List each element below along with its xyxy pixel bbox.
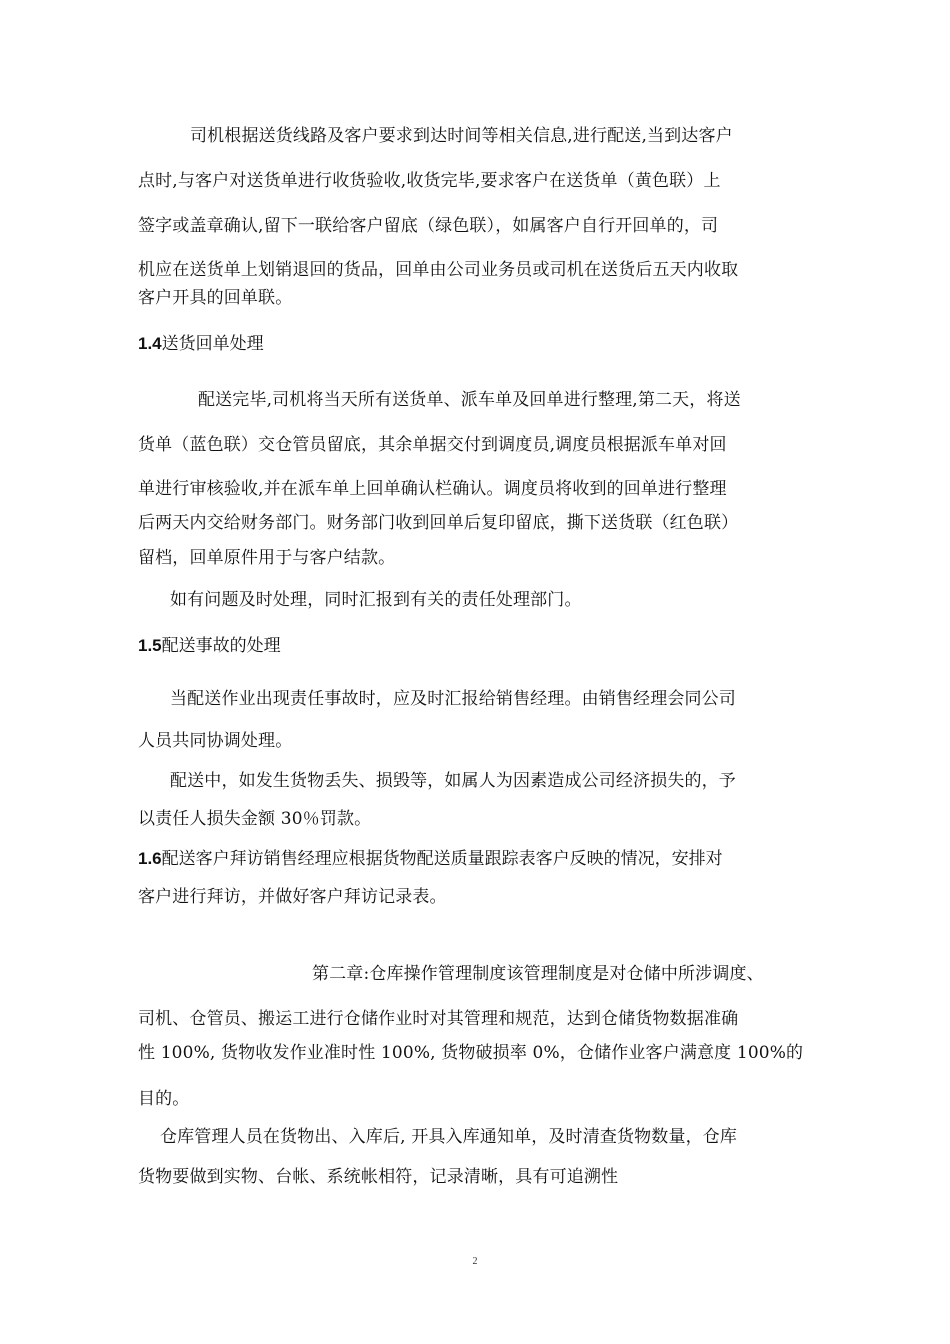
section-title: 送货回单处理: [161, 334, 264, 354]
paragraph-line: 后两天内交给财务部门。财务部门收到回单后复印留底，撕下送货联（红色联）: [138, 513, 739, 533]
section-heading-1-6: [138, 848, 723, 870]
paragraph-line: 签字或盖章确认,留下一联给客户留底（绿色联），如属客户自行开回单的，司: [138, 216, 719, 236]
paragraph-line: 性 100%, 货物收发作业准时性 100%, 货物破损率 0%，仓储作业客户满意度 100%的: [138, 1043, 804, 1063]
paragraph-line: 仓库管理人员在货物出、入库后, 开具入库通知单，及时清查货物数量，仓库: [160, 1127, 738, 1147]
section-heading-1-5: [138, 635, 281, 657]
paragraph-line: 如有问题及时处理，同时汇报到有关的责任处理部门。: [170, 590, 582, 610]
page-number: 2: [472, 1256, 478, 1267]
chapter-title-line: 第二章:仓库操作管理制度该管理制度是对仓储中所涉调度、: [312, 964, 764, 984]
paragraph-line: 人员共同协调处理。: [138, 731, 293, 751]
paragraph-line: 目的。: [138, 1089, 190, 1109]
section-title: 配送客户拜访销售经理应根据货物配送质量跟踪表客户反映的情况，安排对: [161, 849, 723, 869]
section-title: 配送事故的处理: [161, 636, 281, 656]
paragraph-line: 以责任人损失金额 30％罚款。: [138, 809, 372, 829]
paragraph-line: 货物要做到实物、台帐、系统帐相符，记录清晰，具有可追溯性: [138, 1167, 619, 1187]
section-number: 1.5: [138, 636, 162, 655]
paragraph-line: 点时,与客户对送货单进行收货验收,收货完毕,要求客户在送货单（黄色联）上: [138, 171, 721, 191]
paragraph-line: 司机根据送货线路及客户要求到达时间等相关信息,进行配送,当到达客户: [190, 126, 733, 146]
section-heading-1-4: [138, 333, 264, 355]
paragraph-line: 单进行审核验收,并在派车单上回单确认栏确认。调度员将收到的回单进行整理: [138, 479, 727, 499]
paragraph-line: 留档，回单原件用于与客户结款。: [138, 548, 396, 568]
paragraph-line: 配送完毕,司机将当天所有送货单、派车单及回单进行整理,第二天，将送: [198, 390, 741, 410]
paragraph-line: 货单（蓝色联）交仓管员留底，其余单据交付到调度员,调度员根据派车单对回: [138, 435, 727, 455]
paragraph-line: 配送中，如发生货物丢失、损毁等，如属人为因素造成公司经济损失的，予: [170, 771, 736, 791]
paragraph-line: 司机、仓管员、搬运工进行仓储作业时对其管理和规范，达到仓储货物数据准确: [138, 1009, 739, 1029]
paragraph-line: 机应在送货单上划销退回的货品，回单由公司业务员或司机在送货后五天内收取: [138, 260, 739, 280]
section-number: 1.6: [138, 849, 162, 868]
paragraph-line: 客户进行拜访，并做好客户拜访记录表。: [138, 887, 447, 907]
section-number: 1.4: [138, 334, 162, 353]
paragraph-line: 当配送作业出现责任事故时，应及时汇报给销售经理。由销售经理会同公司: [170, 689, 736, 709]
paragraph-line: 客户开具的回单联。: [138, 288, 293, 308]
